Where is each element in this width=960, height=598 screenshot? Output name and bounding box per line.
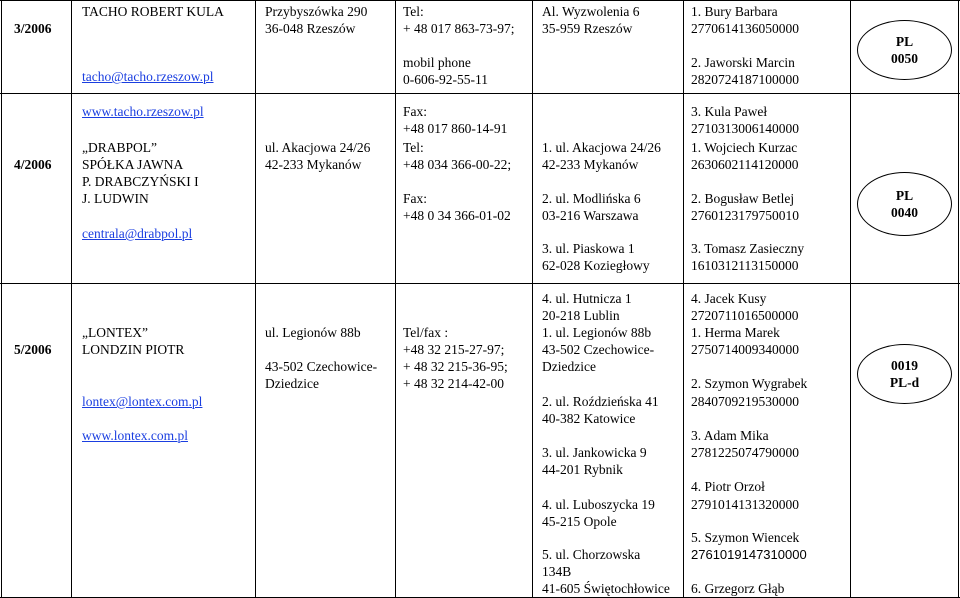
- email-link[interactable]: lontex@lontex.com.pl: [82, 394, 203, 409]
- person-line: 1. Herma Marek: [691, 325, 780, 340]
- person-line: 2750714009340000: [691, 342, 799, 357]
- grid-line: [255, 0, 256, 598]
- grid-line: [532, 0, 533, 598]
- person-line: 2820724187100000: [691, 72, 799, 87]
- person-line: 1610312113150000: [691, 258, 799, 273]
- location-line: 134B: [542, 564, 572, 579]
- grid-line: [958, 0, 959, 598]
- location-line: 03-216 Warszawa: [542, 208, 639, 223]
- location-line: 35-959 Rzeszów: [542, 21, 633, 36]
- website-link[interactable]: www.lontex.com.pl: [82, 428, 188, 443]
- contact-line: + 48 32 215-36-95;: [403, 359, 508, 374]
- company-name: LONDZIN PIOTR: [82, 342, 185, 357]
- certificate-badge: [857, 344, 952, 404]
- person-line: 2. Bogusław Betlej: [691, 191, 795, 206]
- address-line: 36-048 Rzeszów: [265, 21, 356, 36]
- company-name: TACHO ROBERT KULA: [82, 4, 224, 19]
- person-line: 2. Szymon Wygrabek: [691, 376, 808, 391]
- person-line: 3. Adam Mika: [691, 428, 769, 443]
- grid-line: [850, 0, 851, 598]
- contact-line: + 48 017 863-73-97;: [403, 21, 515, 36]
- person-line: 2720711016500000: [691, 308, 799, 323]
- person-line: 4. Piotr Orzoł: [691, 479, 765, 494]
- contact-line: +48 0 34 366-01-02: [403, 208, 511, 223]
- person-line: 6. Grzegorz Głąb: [691, 581, 785, 596]
- address-line: ul. Legionów 88b: [265, 325, 361, 340]
- certificate-number: 0040: [891, 205, 918, 220]
- location-line: 44-201 Rybnik: [542, 462, 623, 477]
- company-name: „LONTEX”: [82, 325, 148, 340]
- person-line: 2710313006140000: [691, 121, 799, 136]
- person-line: 3. Kula Paweł: [691, 104, 768, 119]
- website-link[interactable]: www.tacho.rzeszow.pl: [82, 104, 204, 119]
- address-line: ul. Akacjowa 24/26: [265, 140, 371, 155]
- person-line: 2760123179750010: [691, 208, 799, 223]
- grid-line: [1, 0, 2, 598]
- location-line: 45-215 Opole: [542, 514, 617, 529]
- person-line: 2630602114120000: [691, 157, 799, 172]
- row-number: 5/2006: [14, 342, 52, 357]
- contact-line: Fax:: [403, 191, 428, 206]
- email-link[interactable]: tacho@tacho.rzeszow.pl: [82, 69, 214, 84]
- person-line: 1. Wojciech Kurzac: [691, 140, 798, 155]
- contact-line: Tel:: [403, 140, 424, 155]
- row-number: 4/2006: [14, 157, 52, 172]
- contact-line: Fax:: [403, 104, 428, 119]
- location-line: 43-502 Czechowice-: [542, 342, 655, 357]
- certificate-number: 0050: [891, 51, 918, 66]
- address-line: 43-502 Czechowice-: [265, 359, 378, 374]
- person-line: 2761019147310000: [691, 547, 807, 562]
- certificate-label: PL: [895, 34, 914, 49]
- location-line: 5. ul. Chorzowska: [542, 547, 641, 562]
- location-line: 2. ul. Roździeńska 41: [542, 394, 659, 409]
- company-name: P. DRABCZYŃSKI I: [82, 174, 199, 189]
- location-line: Dziedzice: [542, 359, 596, 374]
- address-line: Dziedzice: [265, 376, 319, 391]
- grid-line: [71, 0, 72, 598]
- grid-line: [395, 0, 396, 598]
- contact-line: 0-606-92-55-11: [403, 72, 488, 87]
- location-line: 4. ul. Luboszycka 19: [542, 497, 655, 512]
- certificate-badge: [857, 172, 952, 236]
- location-line: 1. ul. Legionów 88b: [542, 325, 652, 340]
- person-line: 2840709219530000: [691, 394, 799, 409]
- address-line: 42-233 Mykanów: [265, 157, 362, 172]
- contact-line: Tel:: [403, 4, 424, 19]
- person-line: 4. Jacek Kusy: [691, 291, 767, 306]
- person-line: 2. Jaworski Marcin: [691, 55, 795, 70]
- certificate-label: PL: [895, 188, 914, 203]
- contact-line: +48 32 215-27-97;: [403, 342, 505, 357]
- location-line: 3. ul. Piaskowa 1: [542, 241, 635, 256]
- location-line: 1. ul. Akacjowa 24/26: [542, 140, 661, 155]
- person-line: 5. Szymon Wiencek: [691, 530, 800, 545]
- location-line: 20-218 Lublin: [542, 308, 620, 323]
- location-line: 40-382 Katowice: [542, 411, 636, 426]
- grid-line: [0, 93, 960, 94]
- certificate-number: 0019: [891, 358, 918, 373]
- person-line: 3. Tomasz Zasieczny: [691, 241, 805, 256]
- contact-line: +48 034 366-00-22;: [403, 157, 512, 172]
- location-line: 4. ul. Hutnicza 1: [542, 291, 632, 306]
- email-link[interactable]: centrala@drabpol.pl: [82, 226, 193, 241]
- contact-line: +48 017 860-14-91: [403, 121, 508, 136]
- person-line: 2781225074790000: [691, 445, 799, 460]
- company-name: SPÓŁKA JAWNA: [82, 157, 184, 172]
- location-line: 3. ul. Jankowicka 9: [542, 445, 647, 460]
- location-line: 62-028 Koziegłowy: [542, 258, 650, 273]
- grid-line: [0, 0, 960, 1]
- contact-line: Tel/fax :: [403, 325, 449, 340]
- location-line: 42-233 Mykanów: [542, 157, 639, 172]
- person-line: 1. Bury Barbara: [691, 4, 778, 19]
- certificate-label: PL-d: [889, 375, 920, 390]
- person-line: 2791014131320000: [691, 497, 799, 512]
- location-line: 41-605 Świętochłowice: [542, 581, 670, 596]
- company-name: J. LUDWIN: [82, 191, 149, 206]
- grid-line: [0, 283, 960, 284]
- location-line: 2. ul. Modlińska 6: [542, 191, 641, 206]
- contact-line: mobil phone: [403, 55, 471, 70]
- row-number: 3/2006: [14, 21, 52, 36]
- grid-line: [683, 0, 684, 598]
- certificate-badge: [857, 20, 952, 80]
- location-line: Al. Wyzwolenia 6: [542, 4, 640, 19]
- company-name: „DRABPOL”: [82, 140, 157, 155]
- contact-line: + 48 32 214-42-00: [403, 376, 504, 391]
- person-line: 2770614136050000: [691, 21, 799, 36]
- address-line: Przybyszówka 290: [265, 4, 368, 19]
